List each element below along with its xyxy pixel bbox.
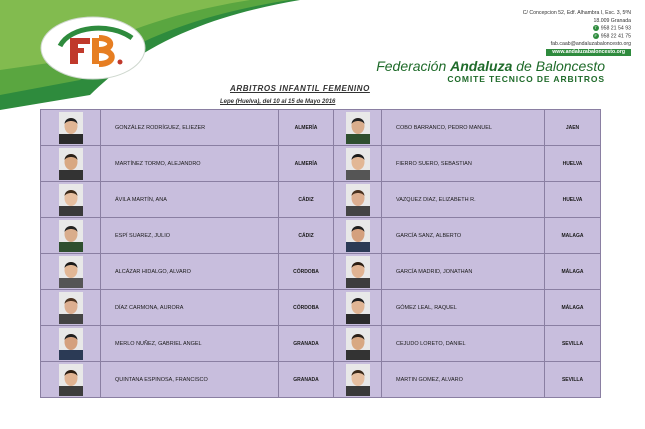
referee-name: MARTIN GOMEZ, ALVARO (382, 362, 545, 398)
fax-line (523, 33, 631, 41)
federation-name (376, 58, 605, 74)
referee-province: JAEN (545, 110, 601, 146)
referee-photo (59, 364, 83, 396)
table-row (41, 290, 601, 326)
referee-photo-cell (334, 218, 382, 254)
referee-photo-cell (41, 110, 101, 146)
referee-photo-cell (41, 362, 101, 398)
referee-photo (346, 220, 370, 252)
referee-photo (346, 184, 370, 216)
referee-province: MALAGA (545, 218, 601, 254)
referee-province: MÁLAGA (545, 290, 601, 326)
referee-photo (346, 256, 370, 288)
referee-province: SEVILLA (545, 362, 601, 398)
federation-suffix: de Baloncesto (512, 58, 605, 74)
referee-name: FIERRO SUERO, SEBASTIAN (382, 146, 545, 182)
document-subtitle: Lepe (Huelva), del 10 al 15 de Mayo 2016 (220, 99, 336, 105)
referee-province: HUELVA (545, 182, 601, 218)
referee-photo (59, 220, 83, 252)
table-row (41, 254, 601, 290)
document-title: ARBITROS INFANTIL FEMENINO (230, 84, 370, 93)
committee-name: COMITE TECNICO DE ARBITROS (447, 74, 605, 84)
referee-name: MERLO NUÑEZ, GABRIEL ANGEL (101, 326, 279, 362)
referee-name: GONZÁLEZ RODRÍGUEZ, ELIEZER (101, 110, 279, 146)
fax-icon: F (594, 33, 597, 39)
referee-photo-cell (334, 362, 382, 398)
referee-name: QUINTANA ESPINOSA, FRANCISCO (101, 362, 279, 398)
referee-photo (346, 364, 370, 396)
address-line-1: C/ Concepcion 52, Edf. Alhambra I, Esc. 3, 5ºN (522, 10, 631, 16)
email-line[interactable]: fab.caab@andaluzabaloncesto.org (550, 41, 631, 48)
referee-photo (346, 292, 370, 324)
referee-province: GRANADA (279, 326, 334, 362)
referee-photo-cell (334, 326, 382, 362)
referee-name: CEJUDO LORETO, DANIEL (382, 326, 545, 362)
referee-province: HUELVA (545, 146, 601, 182)
fab-logo (40, 16, 146, 80)
referee-name: ÁVILA MARTÍN, ANA (101, 182, 279, 218)
referee-province: CÁDIZ (279, 218, 334, 254)
table-row (41, 146, 601, 182)
referee-name: GARCÍA SANZ, ALBERTO (382, 218, 545, 254)
referee-province: CÁDIZ (279, 182, 334, 218)
referee-name: ALCÁZAR HIDALGO, ALVARO (101, 254, 279, 290)
referee-photo (59, 184, 83, 216)
referee-photo-cell (41, 218, 101, 254)
referee-name: ESPÍ SUAREZ, JULIO (101, 218, 279, 254)
referee-photo-cell (41, 326, 101, 362)
referee-name: DÍAZ CARMONA, AURORA (101, 290, 279, 326)
table-row (41, 110, 601, 146)
referee-province: GRANADA (279, 362, 334, 398)
referee-photo-cell (41, 182, 101, 218)
fax-number: 958 22 41 75 (600, 33, 631, 40)
table-row (41, 218, 601, 254)
referee-photo-cell (334, 254, 382, 290)
referee-photo (346, 112, 370, 144)
referee-province: CÓRDOBA (279, 290, 334, 326)
website-line[interactable] (523, 49, 631, 57)
referee-name: GARCÍA MADRID, JONATHAN (382, 254, 545, 290)
referee-photo (346, 148, 370, 180)
federation-prefix: Federación (376, 58, 451, 74)
referee-table (40, 109, 601, 398)
referee-photo (59, 112, 83, 144)
referee-table-body (41, 110, 601, 398)
referee-photo (59, 256, 83, 288)
phone-icon: T (594, 25, 597, 31)
referee-photo-cell (334, 110, 382, 146)
table-row (41, 362, 601, 398)
contact-block (523, 10, 631, 56)
referee-name: MARTÍNEZ TORMO, ALEJANDRO (101, 146, 279, 182)
referee-name: COBO BARRANCO, PEDRO MANUEL (382, 110, 545, 146)
referee-photo-cell (41, 254, 101, 290)
referee-name: VAZQUEZ DIAZ, ELIZABETH R. (382, 182, 545, 218)
address-line-2: 18.009 Granada (593, 17, 631, 24)
referee-photo (346, 328, 370, 360)
table-row (41, 182, 601, 218)
phone-number: 958 21 54 93 (600, 25, 631, 32)
referee-province: ALMERÍA (279, 110, 334, 146)
referee-province: CÓRDOBA (279, 254, 334, 290)
website-link[interactable]: www.andaluzabaloncesto.org (546, 49, 631, 57)
referee-name: GÓMEZ LEAL, RAQUEL (382, 290, 545, 326)
referee-photo-cell (334, 146, 382, 182)
referee-photo-cell (334, 182, 382, 218)
referee-province: ALMERÍA (279, 146, 334, 182)
referee-photo (59, 148, 83, 180)
referee-photo-cell (334, 290, 382, 326)
phone-line (523, 25, 631, 33)
referee-province: SEVILLA (545, 326, 601, 362)
table-row (41, 326, 601, 362)
referee-photo-cell (41, 146, 101, 182)
referee-photo (59, 292, 83, 324)
referee-photo-cell (41, 290, 101, 326)
federation-bold: Andaluza (450, 58, 513, 74)
referee-photo (59, 328, 83, 360)
referee-province: MÁLAGA (545, 254, 601, 290)
